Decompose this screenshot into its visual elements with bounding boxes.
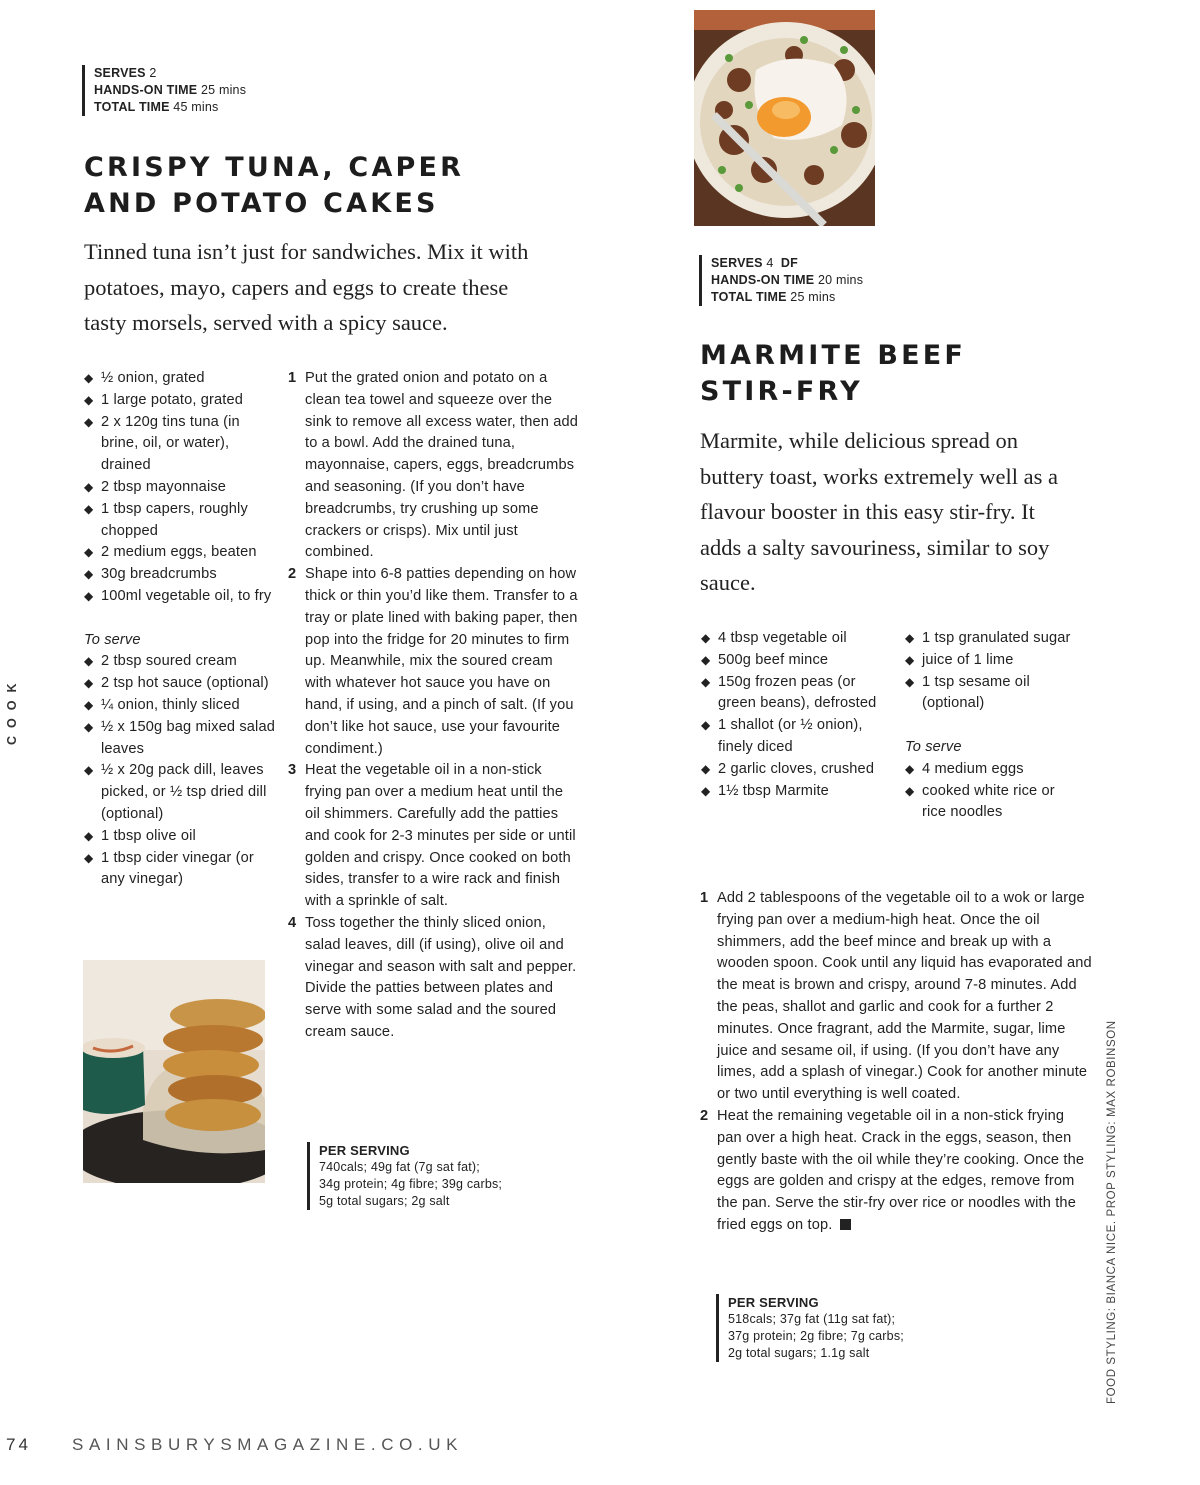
recipe1-per-serving [307, 1142, 502, 1210]
diamond-bullet-icon: ◆ [84, 697, 94, 712]
ingredient-text: 2 medium eggs, beaten [101, 544, 257, 561]
diamond-bullet-icon: ◆ [905, 674, 915, 689]
diamond-bullet-icon: ◆ [701, 718, 711, 733]
per-serving-heading: PER SERVING [319, 1143, 410, 1158]
ingredient-text: 500g beef mince [718, 651, 829, 668]
magazine-website: SAINSBURYSMAGAZINE.CO.UK [72, 1435, 464, 1454]
recipe1-photo [83, 960, 265, 1183]
ingredient-item [84, 673, 279, 695]
step-text: Shape into 6-8 patties depending on how thick or thin you’d like them. Transfer to a tray or plate lined with baking paper, then pop into the fridge for 20 minutes to firm up. Meanwhile, mix the soured cream with whatever hot sauce you have on hand, if using, and a pinch of salt. (If you don’t like hot sauce, use your favourite condiment.) [305, 566, 578, 757]
serves-value: 2 [149, 66, 157, 80]
ingredient-text: 4 tbsp vegetable oil [718, 630, 847, 646]
beef-stir-fry-image [694, 10, 875, 226]
diamond-bullet-icon: ◆ [84, 763, 94, 778]
diamond-bullet-icon: ◆ [701, 783, 711, 798]
recipe2-meta [699, 255, 863, 306]
step-number: 2 [700, 1107, 709, 1124]
recipe1-title [84, 150, 504, 222]
ingredient-item [84, 412, 279, 477]
diamond-bullet-icon: ◆ [905, 631, 915, 645]
ingredient-item [84, 542, 279, 564]
recipe2-title [700, 338, 1100, 410]
ingredient-item [84, 651, 279, 673]
ingredient-text: 1 large potato, grated [101, 391, 244, 408]
total-time-value: 45 mins [173, 100, 219, 114]
ingredient-text: 2 tsp hot sauce (optional) [101, 675, 269, 692]
diamond-bullet-icon: ◆ [84, 479, 94, 494]
serves-label: SERVES [711, 256, 763, 270]
recipe2-ingredients-col2 [905, 628, 1075, 824]
ingredient-item [905, 650, 1075, 672]
diamond-bullet-icon: ◆ [84, 545, 94, 560]
nutrition-line: 740cals; 49g fat (7g sat fat); [319, 1160, 480, 1174]
ingredient-text: ¼ onion, thinly sliced [101, 696, 240, 713]
ingredient-text: ½ onion, grated [101, 370, 205, 386]
diamond-bullet-icon: ◆ [905, 783, 915, 798]
recipe2-title-line2: STIR-FRY [700, 376, 863, 407]
method-step [700, 1106, 1092, 1237]
ingredient-text: 1 tbsp cider vinegar (or any vinegar) [101, 849, 254, 888]
step-number: 1 [700, 890, 709, 906]
method-step [288, 564, 580, 760]
diamond-bullet-icon: ◆ [905, 761, 915, 776]
step-number: 3 [288, 762, 297, 779]
hands-on-value: 25 mins [200, 83, 247, 97]
serves-label: SERVES [94, 66, 146, 80]
diamond-bullet-icon: ◆ [701, 652, 711, 667]
ingredient-item [701, 628, 891, 650]
method-step [288, 913, 580, 1044]
diamond-bullet-icon: ◆ [84, 567, 94, 582]
ingredient-text: ½ x 20g pack dill, leaves picked, or ½ tsp dried dill (optional) [101, 762, 267, 822]
diamond-bullet-icon: ◆ [84, 392, 94, 407]
diamond-bullet-icon: ◆ [84, 501, 94, 516]
recipe1-ingredients [84, 368, 279, 891]
recipe1-title-line1: CRISPY TUNA, CAPER [84, 152, 465, 183]
diamond-bullet-icon: ◆ [84, 850, 94, 865]
section-label-cook: COOK [5, 675, 19, 745]
page-number: 74 [6, 1435, 31, 1454]
step-text: Heat the vegetable oil in a non-stick frying pan over a medium heat until the oil shimmers. Carefully add the patties and cook for 2-3 minutes per side or until golden and crispy. Once cooked on both sides, transfer to a wire rack and finish with a sprinkle of salt. [305, 762, 576, 910]
ingredient-item [905, 759, 1075, 781]
step-text: Put the grated onion and potato on a clean tea towel and squeeze over the sink to remove all excess water, then add to a bowl. Add the drained tuna, mayonnaise, capers, eggs, breadcrumbs and seasoning. (If you don’t have breadcrumbs, try crushing up some crackers or crisps). Mix until just combined. [305, 370, 579, 561]
diamond-bullet-icon: ◆ [84, 719, 94, 734]
diamond-bullet-icon: ◆ [905, 652, 915, 667]
total-time-label: TOTAL TIME [94, 100, 170, 114]
recipe2-method [700, 888, 1092, 1237]
hands-on-value: 20 mins [817, 273, 864, 287]
ingredient-text: 1 tbsp olive oil [101, 827, 196, 844]
ingredient-item [84, 564, 279, 586]
diet-tag: DF [780, 256, 798, 270]
step-text: Toss together the thinly sliced onion, salad leaves, dill (if using), olive oil and vinegar and season with salt and pepper. Divide the patties between plates and serve with some salad and the soured cream sauce. [305, 914, 577, 1040]
ingredient-item [84, 695, 279, 717]
total-time-label: TOTAL TIME [711, 290, 787, 304]
nutrition-line: 34g protein; 4g fibre; 39g carbs; [319, 1177, 503, 1191]
diamond-bullet-icon: ◆ [701, 761, 711, 776]
ingredient-text: 2 x 120g tins tuna (in brine, oil, or water), drained [101, 413, 240, 474]
diamond-bullet-icon: ◆ [701, 631, 711, 645]
recipe2-per-serving [716, 1294, 904, 1362]
ingredient-text: 1 tsp sesame oil (optional) [922, 673, 1030, 712]
diamond-bullet-icon: ◆ [84, 588, 94, 603]
diamond-bullet-icon: ◆ [84, 828, 94, 843]
to-serve-heading: To serve [905, 738, 962, 755]
ingredient-item [84, 477, 279, 499]
diamond-bullet-icon: ◆ [701, 674, 711, 689]
ingredient-text: 150g frozen peas (or green beans), defrosted [718, 673, 877, 712]
ingredient-item [84, 499, 279, 543]
ingredient-item [701, 715, 891, 759]
ingredient-item [84, 390, 279, 412]
method-step [288, 368, 580, 564]
step-text: Add 2 tablespoons of the vegetable oil to a wok or large frying pan over a medium-high heat. Once the oil shimmers, add the beef mince and break up with a wooden spoon. Cook until any liquid has evaporated and the meat is brown and crispy, around 7-8 minutes. Add the peas, shallot and garlic and cook for a further 2 minutes. Once fragrant, add the Marmite, sugar, lime juice and sesame oil, if using. (If you don’t have any limes, add a splash of vinegar.) Cook for another minute or two until everything is well coated. [717, 890, 1092, 1103]
recipe2-intro: Marmite, while delicious spread on buttery toast, works extremely well as a flavour booster in this easy stir-fry. It adds a salty savouriness, similar to soy sauce. [700, 428, 1059, 595]
ingredient-item [84, 848, 279, 892]
ingredient-item [701, 672, 891, 716]
ingredient-text: 4 medium eggs [922, 760, 1024, 777]
recipe1-intro: Tinned tuna isn’t just for sandwiches. Mix it with potatoes, mayo, capers and eggs to create these tasty morsels, served with a spicy sauce. [84, 239, 529, 335]
serves-value: 4 [766, 256, 774, 270]
step-number: 1 [288, 370, 297, 386]
ingredient-text: 1½ tbsp Marmite [718, 782, 829, 799]
ingredient-item [701, 759, 891, 781]
method-step [700, 888, 1092, 1106]
ingredient-text: ½ x 150g bag mixed salad leaves [101, 718, 275, 757]
hands-on-label: HANDS-ON TIME [711, 273, 815, 287]
nutrition-line: 518cals; 37g fat (11g sat fat); [728, 1312, 896, 1326]
recipe2-ingredients-col1 [701, 628, 891, 802]
recipe1-meta [82, 65, 246, 116]
ingredient-item [84, 826, 279, 848]
end-square-icon [840, 1219, 851, 1230]
tuna-cakes-image [83, 960, 265, 1183]
nutrition-line: 5g total sugars; 2g salt [319, 1194, 450, 1208]
recipe1-title-line2: AND POTATO CAKES [84, 188, 439, 219]
diamond-bullet-icon: ◆ [84, 371, 94, 385]
ingredient-text: juice of 1 lime [922, 651, 1014, 668]
ingredient-item [905, 781, 1075, 825]
ingredient-item [701, 781, 891, 803]
recipe2-photo [694, 10, 875, 226]
step-text: Heat the remaining vegetable oil in a non-stick frying pan over a high heat. Crack in the eggs, season, then gently baste with the oil while they’re cooking. Once the eggs are golden and crispy at the edges, remove from the pan. Serve the stir-fry over rice or noodles with the fried eggs on top. [717, 1107, 1085, 1233]
diamond-bullet-icon: ◆ [84, 676, 94, 691]
ingredient-item [84, 760, 279, 825]
ingredient-item [84, 717, 279, 761]
recipe1-method [288, 368, 580, 1044]
ingredient-text: 100ml vegetable oil, to fry [101, 587, 272, 604]
total-time-value: 25 mins [790, 290, 836, 304]
ingredient-item [905, 672, 1075, 716]
ingredient-text: 1 shallot (or ½ onion), finely diced [718, 717, 863, 755]
ingredient-item [84, 368, 279, 390]
ingredient-text: cooked white rice or rice noodles [922, 782, 1055, 821]
ingredient-text: 1 tbsp capers, roughly chopped [101, 500, 248, 539]
hands-on-label: HANDS-ON TIME [94, 83, 198, 97]
ingredient-text: 30g breadcrumbs [101, 566, 217, 583]
method-step [288, 760, 580, 913]
ingredient-item [701, 650, 891, 672]
diamond-bullet-icon: ◆ [84, 414, 94, 429]
per-serving-heading: PER SERVING [728, 1295, 819, 1310]
nutrition-line: 37g protein; 2g fibre; 7g carbs; [728, 1329, 904, 1343]
ingredient-text: 2 tbsp mayonnaise [101, 478, 227, 495]
step-number: 4 [288, 914, 297, 931]
to-serve-heading: To serve [84, 631, 141, 648]
diamond-bullet-icon: ◆ [84, 654, 94, 669]
recipe2-title-line1: MARMITE BEEF [700, 340, 967, 371]
photo-credit: FOOD STYLING: BIANCA NICE. PROP STYLING: MAX ROBINSON [1106, 1020, 1118, 1404]
ingredient-text: 1 tsp granulated sugar [922, 630, 1071, 646]
ingredient-text: 2 tbsp soured cream [101, 653, 237, 670]
ingredient-item [905, 628, 1075, 650]
step-number: 2 [288, 566, 297, 583]
nutrition-line: 2g total sugars; 1.1g salt [728, 1346, 870, 1360]
ingredient-text: 2 garlic cloves, crushed [718, 760, 875, 777]
ingredient-item [84, 586, 279, 608]
